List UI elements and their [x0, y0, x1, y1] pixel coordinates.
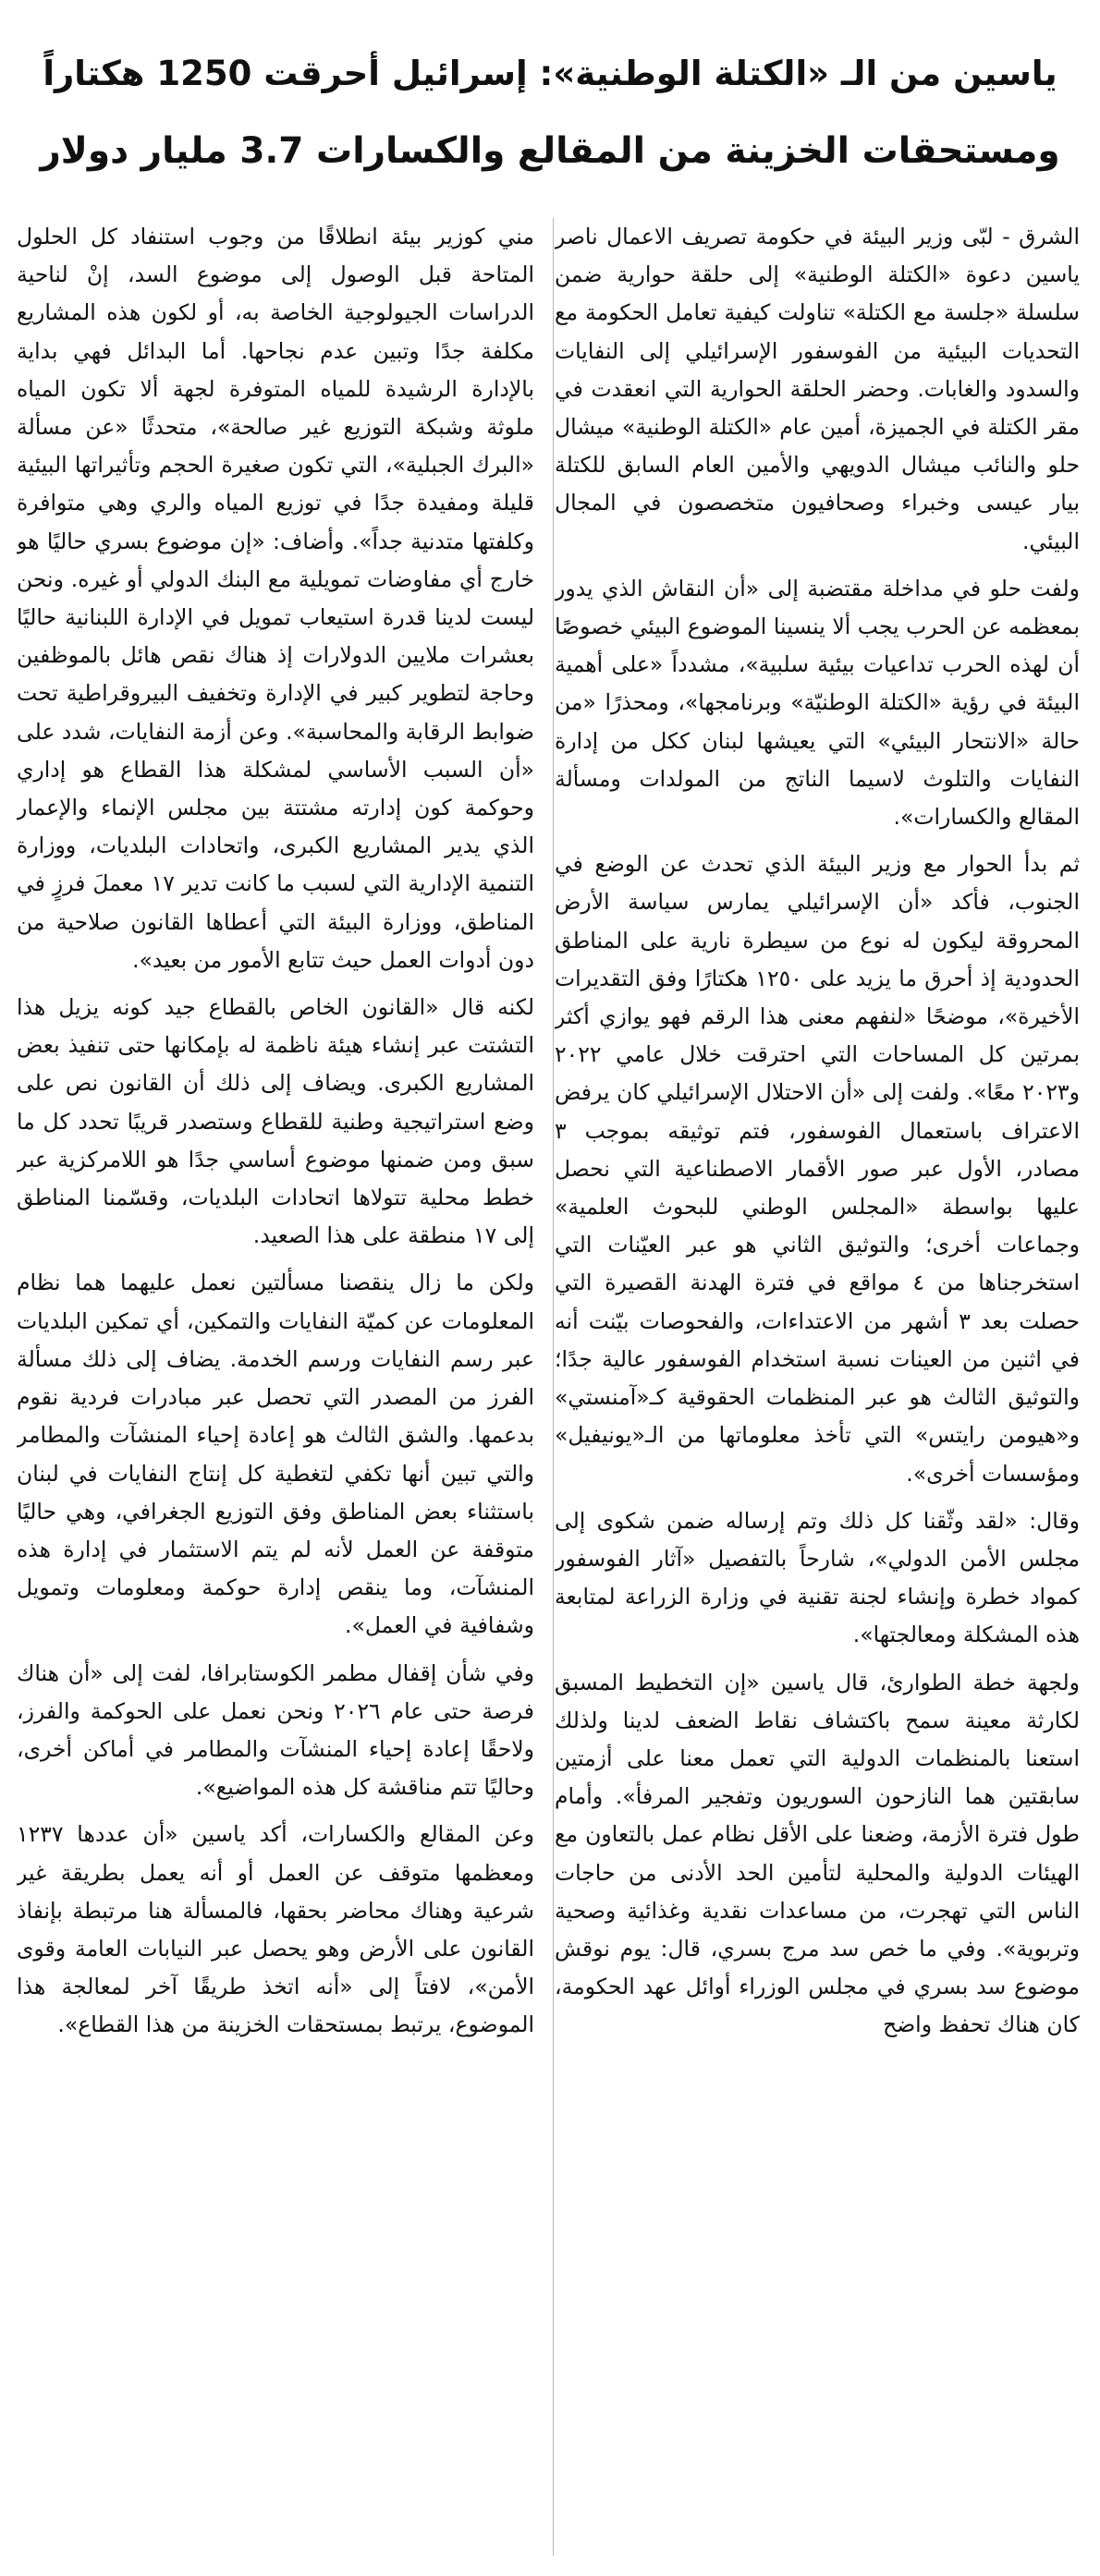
article-headline — [37, 35, 1063, 190]
paragraph: لكنه قال «القانون الخاص بالقطاع جيد كونه يزيل هذا التشتت عبر إنشاء هيئة ناظمة له بإمكانها حتى تنفيذ بعض المشاريع الكبرى. ويضاف إلى ذلك أن القانون نص على وضع استراتيجية وطنية للقطاع وستصدر قريبًا تحدد كل ما سبق ومن ضمنها موضوع أساسي جدًا هو اللامركزية عبر خطط محلية تتولاها اتحادات البلديات، وقسّمنا المناطق إلى ١٧ منطقة على هذا الصعيد. — [17, 994, 534, 1249]
headline-line-2: ومستحقات الخزينة من المقالع والكسارات 3.7 مليار دولار — [40, 130, 1060, 172]
paragraph: ولكن ما زال ينقصنا مسألتين نعمل عليهما هما نظام المعلومات عن كميّة النفايات والتمكين، أي تمكين البلديات عبر رسم النفايات ورسم الخدمة. يضاف إلى ذلك مسألة الفرز من المصدر التي تحصل عبر مبادرات فردية نقوم بدعمها. والشق الثالث هو إعادة إحياء المنشآت والمطامر والتي تبين أنها تكفي لتغطية كل إنتاج النفايات في لبنان باستثناء بعض المناطق وفق التوزيع الجغرافي، وهي حاليًا متوقفة عن العمل لأنه لم يتم الاستثمار في إدارة هذه المنشآت، وما ينقص إدارة حوكمة ومعلومات وتمويل وشفافية في العمل». — [17, 1270, 534, 1639]
paragraph: وعن المقالع والكسارات، أكد ياسين «أن عددها ١٢٣٧ ومعظمها متوقف عن العمل أو أنه يعمل بطريقة غير شرعية وهناك محاضر بحقها، فالمسألة هنا مرتبطة بإنفاذ القانون على الأرض وهو يحصل عبر النيابات العامة وقوى الأمن»، لافتاً إلى «أنه اتخذ طريقًا آخر لمعالجة هذا الموضوع، يرتبط بمستحقات الخزينة من هذا القطاع». — [17, 1821, 534, 2038]
paragraph: وقال: «لقد وثّقنا كل ذلك وتم إرساله ضمن شكوى إلى مجلس الأمن الدولي»، شارحاً بالتفصيل «آثار الفوسفور كمواد خطرة وإنشاء لجنة تقنية في وزارة الزراعة لمتابعة هذه المشكلة ومعالجتها». — [555, 1507, 1080, 1648]
article-column-right — [555, 218, 1080, 2556]
paragraph: ولفت حلو في مداخلة مقتضبة إلى «أن النقاش الذي يدور بمعظمه عن الحرب يجب ألا ينسينا الموضوع البيئي خصوصًا أن لهذه الحرب تداعيات بيئية سلبية»، مشدداً «على أهمية البيئة في رؤية «الكتلة الوطنيّة» وبرنامجها»، ومحذرًا «من حالة «الانتحار البيئي» التي يعيشها لبنان ككل من إدارة النفايات والتلوث لاسيما الناتج من المولدات ومسألة المقالع والكسارات». — [555, 575, 1080, 831]
paragraph: الشرق - لبّى وزير البيئة في حكومة تصريف الاعمال ناصر ياسين دعوة «الكتلة الوطنية» إلى حلقة حوارية ضمن سلسلة «جلسة مع الكتلة» تناولت كيفية تعامل الحكومة مع التحديات البيئية من الفوسفور الإسرائيلي إلى النفايات والسدود والغابات. وحضر الحلقة الحوارية التي انعقدت في مقر الكتلة في الجميزة، أمين عام «الكتلة الوطنية» ميشال حلو والنائب ميشال الدويهي والأمين العام السابق للكتلة بيار عيسى وخبراء وصحافيون متخصصون في المجال البيئي. — [555, 224, 1080, 554]
headline-line-1: ياسين من الـ «الكتلة الوطنية»: إسرائيل أحرقت 1250 هكتاراً — [43, 54, 1057, 93]
paragraph: ثم بدأ الحوار مع وزير البيئة الذي تحدث عن الوضع في الجنوب، فأكد «أن الإسرائيلي يمارس سياسة الأرض المحروقة ليكون له نوع من سيطرة نارية على المناطق الحدودية إذ أحرق ما يزيد على ١٢٥٠ هكتارًا وفق التقديرات الأخيرة»، موضحًا «لنفهم معنى هذا الرقم فهو يوازي أكثر بمرتين كل المساحات التي احترقت خلال عامي ٢٠٢٢ و٢٠٢٣ معًا». ولفت إلى «أن الاحتلال الإسرائيلي كان يرفض الاعتراف باستعمال الفوسفور، فتم توثيقه بموجب ٣ مصادر، الأول عبر صور الأقمار الاصطناعية التي نحصل عليها بواسطة «المجلس الوطني للبحوث العلمية» وجماعات أخرى؛ والتوثيق الثاني هو عبر العيّنات التي استخرجناها من ٤ مواقع في فترة الهدنة القصيرة التي حصلت بعد ٣ أشهر من الاعتداءات، والفحوصات بيّنت أنه في اثنين من العينات نسبة استخدام الفوسفور عالية جدًا؛ والتوثيق الثالث هو عبر المنظمات الحقوقية كـ«آمنستي» و«هيومن رايتس» التي تأخذ معلوماتها من الـ«يونيفيل» ومؤسسات أخرى». — [555, 851, 1080, 1487]
article-column-left — [17, 218, 534, 2556]
paragraph: مني كوزير بيئة انطلاقًا من وجوب استنفاد كل الحلول المتاحة قبل الوصول إلى موضوع السد، إنْ لناحية الدراسات الجيولوجية الخاصة به، أو لكون هذه المشاريع مكلفة جدًا وتبين عدم نجاحها. أما البدائل فهي بداية بالإدارة الرشيدة للمياه المتوفرة لجهة ألا تكون المياه ملوثة وشبكة التوزيع غير صالحة»، متحدثًا «عن مسألة «البرك الجبلية»، التي تكون صغيرة الحجم وتأثيراتها البيئية قليلة ومفيدة جدًا في توزيع المياه والري وهي متوافرة وكلفتها متدنية جداً». وأضاف: «إن موضوع بسري حاليًا هو خارج أي مفاوضات تمويلية مع البنك الدولي أو غيره. ونحن ليست لدينا قدرة استيعاب تمويل في الإدارة اللبنانية حاليًا بعشرات ملايين الدولارات إذ هناك نقص هائل بالموظفين وحاجة لتطوير كبير في الإدارة وتخفيف البيروقراطية تحت ضوابط الرقابة والمحاسبة». وعن أزمة النفايات، شدد على «أن السبب الأساسي لمشكلة هذا القطاع هو إداري وحوكمة كون إدارته مشتتة بين مجلس الإنماء والإعمار الذي يدير المشاريع الكبرى، واتحادات البلديات، ووزارة التنمية الإدارية التي لسبب ما كانت تدير ١٧ معملَ فرزٍ في المناطق، ووزارة البيئة التي أعطاها القانون صلاحية من دون أدوات العمل حيث تتابع الأمور من بعيد». — [17, 224, 534, 973]
column-divider — [553, 218, 554, 2556]
paragraph: ولجهة خطة الطوارئ، قال ياسين «إن التخطيط المسبق لكارثة معينة سمح باكتشاف نقاط الضعف لدينا ولذلك استعنا بالمنظمات الدولية التي تعمل معنا على أزمتين سابقتين هما النازحون السوريون وتفجير المرفأ». وأمام طول فترة الأزمة، وضعنا على الأقل نظام عمل بالتعاون مع الهيئات الدولية والمحلية لتأمين الحد الأدنى من حاجات الناس التي تهجرت، من مساعدات نقدية وغذائية وصحية وتربوية». وفي ما خص سد مرج بسري، قال: يوم نوقش موضوع سد بسري في مجلس الوزراء أوائل عهد الحكومة، كان هناك تحفظ واضح — [555, 1669, 1080, 2038]
paragraph: وفي شأن إقفال مطمر الكوستابرافا، لفت إلى «أن هناك فرصة حتى عام ٢٠٢٦ ونحن نعمل على الحوكمة والفرز، ولاحقًا إعادة إحياء المنشآت والمطامر في أماكن أخرى، وحاليًا تتم مناقشة كل هذه المواضيع». — [17, 1659, 534, 1801]
